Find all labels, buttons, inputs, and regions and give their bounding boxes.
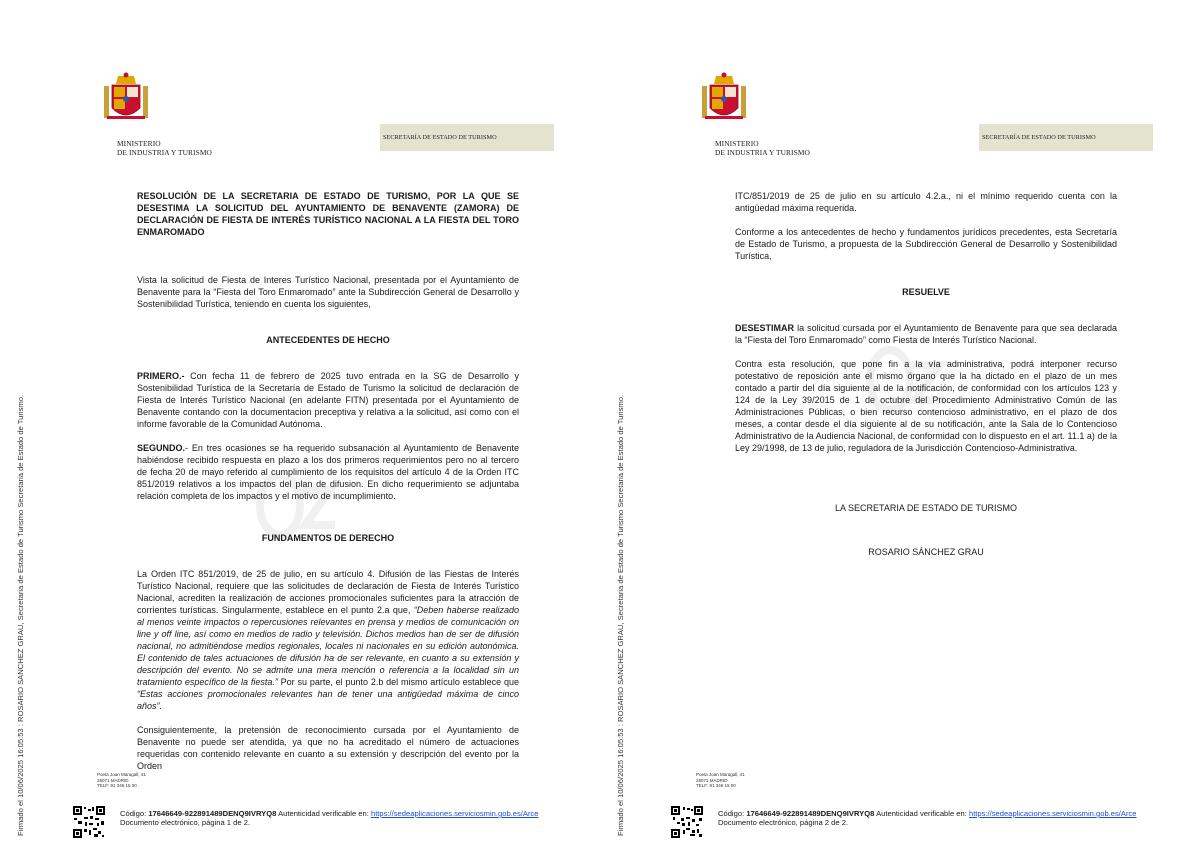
ministry-line-2: DE INDUSTRIA Y TURISMO [117, 147, 212, 157]
segundo-label: SEGUNDO. [137, 443, 186, 453]
secretariat-header-box [979, 124, 1153, 151]
desestimar-paragraph [735, 322, 1117, 346]
qr-code-icon [73, 806, 105, 838]
primero-label: PRIMERO.- [137, 371, 185, 381]
recurso-paragraph: Contra esta resolución, que pone fin a la vía administrativa, podrá interponer recurso potestativo de reposición ante el mismo órgano que la ha dictado en el plazo de un mes contado a partir del día siguiente al de la notificación, de conformidad con los artículos 123 y 124 de la Ley 39/2015 de 1 de octubre del Procedimiento Administrativo Común de las Administraciones Públicas, o bien recurso contencioso administrativo, en el plazo de dos meses, a contar desde el día siguiente al de su notificación, ante la Sala de lo Contencioso Administrativo de la Audiencia Nacional, de conformidad con lo dispuesto en el art. 11.1 a) de la Ley 29/1998, de 13 de julio, reguladora de la Jurisdicción Contencioso-Administrativa. [735, 359, 1117, 453]
consiguientemente-paragraph: Consiguientemente, la pretensión de reconocimiento cursada por el Ayuntamiento de Benavente no puede ser atendida, ya que no ha acreditado el número de actuaciones requeridas con contenido relevante en cuanto a su extensión y descripción del evento por la Orden [137, 725, 519, 771]
coat-of-arms-icon [104, 72, 148, 124]
secretariat-header-text: SECRETARÍA DE ESTADO DE TURISMO [982, 134, 1096, 141]
secretariat-header-box [380, 124, 554, 151]
ministry-line-1: MINISTERIO [715, 139, 759, 148]
fundamentos-text-1: La Orden ITC 851/2019, de 25 de julio, en su artículo 4. Difusión de las Fiestas de Interés Turístico Nacional, requiere que las solicitudes de declaración de Fiesta de Interés Turístico Nacional, acrediten la realización de acciones promocionales suficientes para la atracción de corrientes turísticas. Singularmente, establece en el punto 2.a que, [137, 569, 519, 615]
verification-footer [120, 809, 539, 828]
vertical-signature: Firmado el 10/06/2025 16:05:53 : ROSARIO SANCHEZ GRAU, Secretaria de Estado de Turismo Secretaria de Estado de Turismo. [16, 394, 25, 836]
verification-footer [718, 809, 1137, 828]
address-line-1: Poeta Joan Maragall, 41 [696, 772, 745, 777]
coat-of-arms-icon [702, 72, 746, 124]
ministry-line-1: MINISTERIO [117, 139, 161, 148]
heading-antecedentes: ANTECEDENTES DE HECHO [266, 335, 390, 345]
code-label: Código: [718, 809, 745, 818]
ministry-address [97, 772, 146, 789]
desestimar-text: la solicitud cursada por el Ayuntamiento de Benavente para que sea declarada la “Fiesta del Toro Enmaromado” como Fiesta de Interés Turístico Nacional. [735, 323, 1117, 345]
segundo-text: - En tres ocasiones se ha requerido subsanación al Ayuntamiento de Benavente habiéndose recibido respuesta en plazo a los dos primeros requerimientos pero no al tercero de fecha 20 de mayo referido al cumplimiento de los requisitos del artículo 4 de la Orden ITC 851/2019 relativos a los impactos del plan de difusion. En dicho requerimiento se adjuntaba relación completa de los impactos y el motivo de incumplimiento. [137, 443, 519, 501]
verification-link[interactable]: https://sedeaplicaciones.serviciosmin.gob.es/Arce [968, 809, 1137, 818]
page-number-label: Documento electrónico, página 2 de 2. [718, 818, 849, 828]
auth-text: Autenticidad verificable en: [876, 809, 967, 818]
ministry-line-2: DE INDUSTRIA Y TURISMO [715, 147, 810, 157]
document-page-2 [600, 0, 1200, 863]
address-line-2: 28071 MADRID [696, 777, 728, 783]
document-body-page-1 [137, 190, 519, 784]
code-label: Código: [120, 809, 147, 818]
fundamentos-quote-2: “Estas acciones promocionales relevantes han de tener una antigüedad máxima de cinco años”. [137, 689, 519, 711]
code-value: 17646649-922891489DENQ9IVRYQ8 [148, 809, 277, 818]
page-number-label: Documento electrónico, página 1 de 2. [120, 818, 251, 828]
segundo-paragraph [137, 442, 519, 502]
heading-fundamentos: FUNDAMENTOS DE DERECHO [261, 533, 395, 543]
document-body-page-2 [735, 190, 1117, 570]
continuation-paragraph: ITC/851/2019 de 25 de julio en su artículo 4.2.a., ni el mínimo requerido cuenta con la antigüedad máxima requerida. [735, 191, 1117, 213]
code-value: 17646649-922891489DENQ9IVRYQ8 [746, 809, 875, 818]
primero-text: Con fecha 11 de febrero de 2025 tuvo entrada en la SG de Desarrollo y Sostenibilidad Turística de la Secretaría de Estado de Turismo la solicitud de declaración de Fiesta de Interés Turístico Nacional (en adelante FITN) presentada por el Ayuntamiento de Benavente contando con la documentacion preceptiva y relativa a la solicitud, así como con el informe favorable de la Comunidad Autónoma. [137, 371, 519, 429]
address-line-1: Poeta Joan Maragall, 41 [97, 772, 146, 777]
verification-link[interactable]: https://sedeaplicaciones.serviciosmin.gob.es/Arce [370, 809, 539, 818]
fundamentos-quote-1: “Deben haberse realizado al menos veinte impactos o repercusiones relevantes en prensa y medios de comunicación on line y off line, así como en medios de radio y televisión. Dichos medios han de ser de difusión nacional, no admitiéndose medios regionales, locales ni nacionales en su edición autonómica. El contenido de tales actuaciones de difusión ha de ser relevante, en cuanto a su extensión y descripción del evento. No se admite una mera mención o referencia a la localidad sin un tratamiento específico de la fiesta.” [137, 605, 520, 687]
intro-paragraph: Vista la solicitud de Fiesta de Interes Turístico Nacional, presentada por el Ayuntamiento de Benavente para la “Fiesta del Toro Enmaromado” ante la Subdirección General de Desarrollo y Sostenibilidad Turística, teniendo en cuenta los siguientes, [137, 275, 519, 309]
signer-title: LA SECRETARIA DE ESTADO DE TURISMO [834, 503, 1018, 513]
resolution-title: RESOLUCIÓN DE LA SECRETARIA DE ESTADO DE TURISMO, POR LA QUE SE DESESTIMA LA SOLICITUD DEL AYUNTAMIENTO DE BENAVENTE (ZAMORA) DE DECLARACIÓN DE FIESTA DE INTERÉS TURÍSTICO NACIONAL A LA FIESTA DEL TORO ENMAROMADO [137, 191, 519, 237]
address-line-3: TELF: 91 346 15 00 [97, 783, 137, 789]
signer-name: ROSARIO SÁNCHEZ GRAU [868, 547, 984, 557]
vertical-signature: Firmado el 10/06/2025 16:05:53 : ROSARIO SANCHEZ GRAU, Secretaria de Estado de Turismo Secretaria de Estado de Turismo. [616, 394, 625, 836]
ministry-name [715, 140, 810, 157]
desestimar-label: DESESTIMAR [735, 323, 795, 333]
address-line-2: 28071 MADRID [97, 777, 129, 783]
ministry-address [696, 772, 745, 789]
auth-text: Autenticidad verificable en: [278, 809, 369, 818]
fundamentos-paragraph [137, 568, 519, 712]
ministry-name [117, 140, 212, 157]
heading-resuelve: RESUELVE [902, 287, 950, 297]
fundamentos-text-2: Por su parte, el punto 2.b del mismo artículo establece que [277, 677, 519, 687]
qr-code-icon [671, 806, 703, 838]
conforme-paragraph: Conforme a los antecedentes de hecho y fundamentos jurídicos precedentes, esta Secretaría de Estado de Turismo, a propuesta de la Subdirección General de Desarrollo y Sostenibilidad Turística, [735, 227, 1117, 261]
address-line-3: TELF: 91 346 15 00 [696, 783, 736, 789]
secretariat-header-text: SECRETARÍA DE ESTADO DE TURISMO [383, 134, 497, 141]
primero-paragraph [137, 370, 519, 430]
